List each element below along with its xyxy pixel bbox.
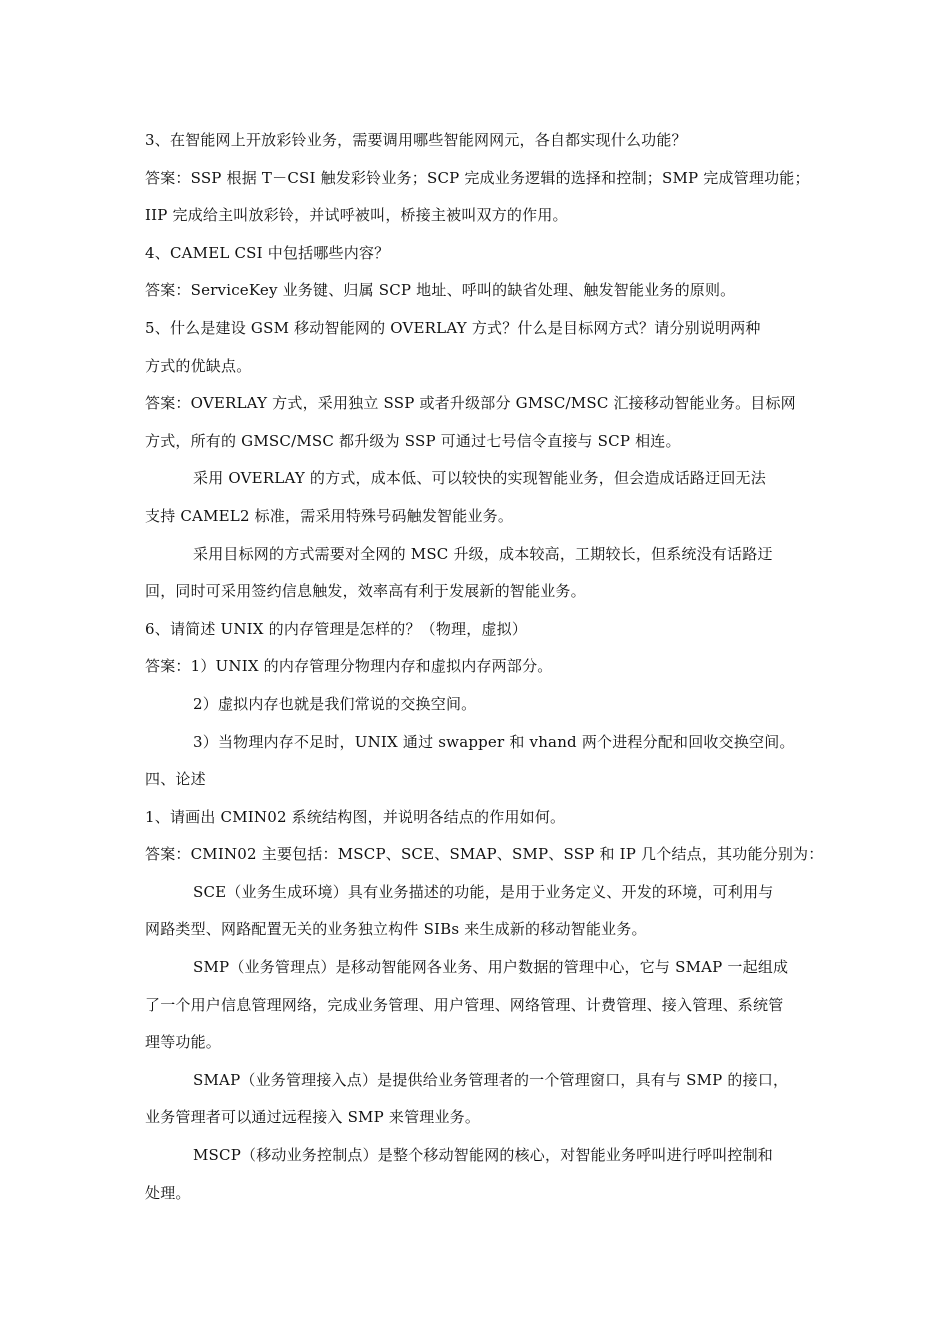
text-line: 6、请简述 UNIX 的内存管理是怎样的？（物理，虚拟） xyxy=(145,619,528,638)
text-line: 业务管理者可以通过远程接入 SMP 来管理业务。 xyxy=(145,1108,481,1127)
text-line: 答案：1）UNIX 的内存管理分物理内存和虚拟内存两部分。 xyxy=(145,657,553,676)
document-body xyxy=(145,122,824,1212)
text-line: 2）虚拟内存也就是我们常说的交换空间。 xyxy=(193,694,477,713)
text-line: SCE（业务生成环境）具有业务描述的功能，是用于业务定义、开发的环境，可利用与 xyxy=(193,882,774,901)
text-line: 采用 OVERLAY 的方式，成本低、可以较快的实现智能业务，但会造成话路迂回无法 xyxy=(193,469,766,488)
text-line: 四、论述 xyxy=(145,770,206,789)
text-line: 5、什么是建设 GSM 移动智能网的 OVERLAY 方式？什么是目标网方式？请分别说明两种 xyxy=(145,318,761,337)
text-line: IIP 完成给主叫放彩铃，并试呼被叫，桥接主被叫双方的作用。 xyxy=(145,206,568,225)
text-line: 网路类型、网路配置无关的业务独立构件 SIBs 来生成新的移动智能业务。 xyxy=(145,920,647,939)
text-line: 1、请画出 CMIN02 系统结构图，并说明各结点的作用如何。 xyxy=(145,807,566,826)
text-line: 答案：ServiceKey 业务键、归属 SCP 地址、呼叫的缺省处理、触发智能业务的原则。 xyxy=(145,281,736,300)
text-line: 答案：CMIN02 主要包括：MSCP、SCE、SMAP、SMP、SSP 和 IP 几个结点，其功能分别为： xyxy=(145,845,824,864)
text-line: 处理。 xyxy=(145,1183,191,1202)
text-line: 方式，所有的 GMSC/MSC 都升级为 SSP 可通过七号信令直接与 SCP 相连。 xyxy=(145,431,681,450)
text-line: SMP（业务管理点）是移动智能网各业务、用户数据的管理中心，它与 SMAP 一起组成 xyxy=(193,958,789,977)
text-line: SMAP（业务管理接入点）是提供给业务管理者的一个管理窗口，具有与 SMP 的接口， xyxy=(193,1070,789,1089)
text-line: 理等功能。 xyxy=(145,1033,222,1052)
text-line: 采用目标网的方式需要对全网的 MSC 升级，成本较高，工期较长，但系统没有话路迂 xyxy=(193,544,773,563)
text-line: 了一个用户信息管理网络，完成业务管理、用户管理、网络管理、计费管理、接入管理、系统管 xyxy=(145,995,784,1014)
text-line: 3、在智能网上开放彩铃业务，需要调用哪些智能网网元，各自都实现什么功能？ xyxy=(145,131,687,149)
text-line: 支持 CAMEL2 标准，需采用特殊号码触发智能业务。 xyxy=(145,506,514,525)
text-line: 答案：OVERLAY 方式，采用独立 SSP 或者升级部分 GMSC/MSC 汇接移动智能业务。目标网 xyxy=(145,394,796,413)
text-line: 回，同时可采用签约信息触发，效率高有利于发展新的智能业务。 xyxy=(145,582,586,601)
text-line: MSCP（移动业务控制点）是整个移动智能网的核心，对智能业务呼叫进行呼叫控制和 xyxy=(193,1146,774,1165)
text-line: 3）当物理内存不足时，UNIX 通过 swapper 和 vhand 两个进程分配和回收交换空间。 xyxy=(193,732,795,751)
text-line: 答案：SSP 根据 T－CSI 触发彩铃业务；SCP 完成业务逻辑的选择和控制；SMP 完成管理功能； xyxy=(145,168,810,187)
text-line: 4、CAMEL CSI 中包括哪些内容？ xyxy=(145,243,390,262)
text-line: 方式的优缺点。 xyxy=(145,356,252,375)
